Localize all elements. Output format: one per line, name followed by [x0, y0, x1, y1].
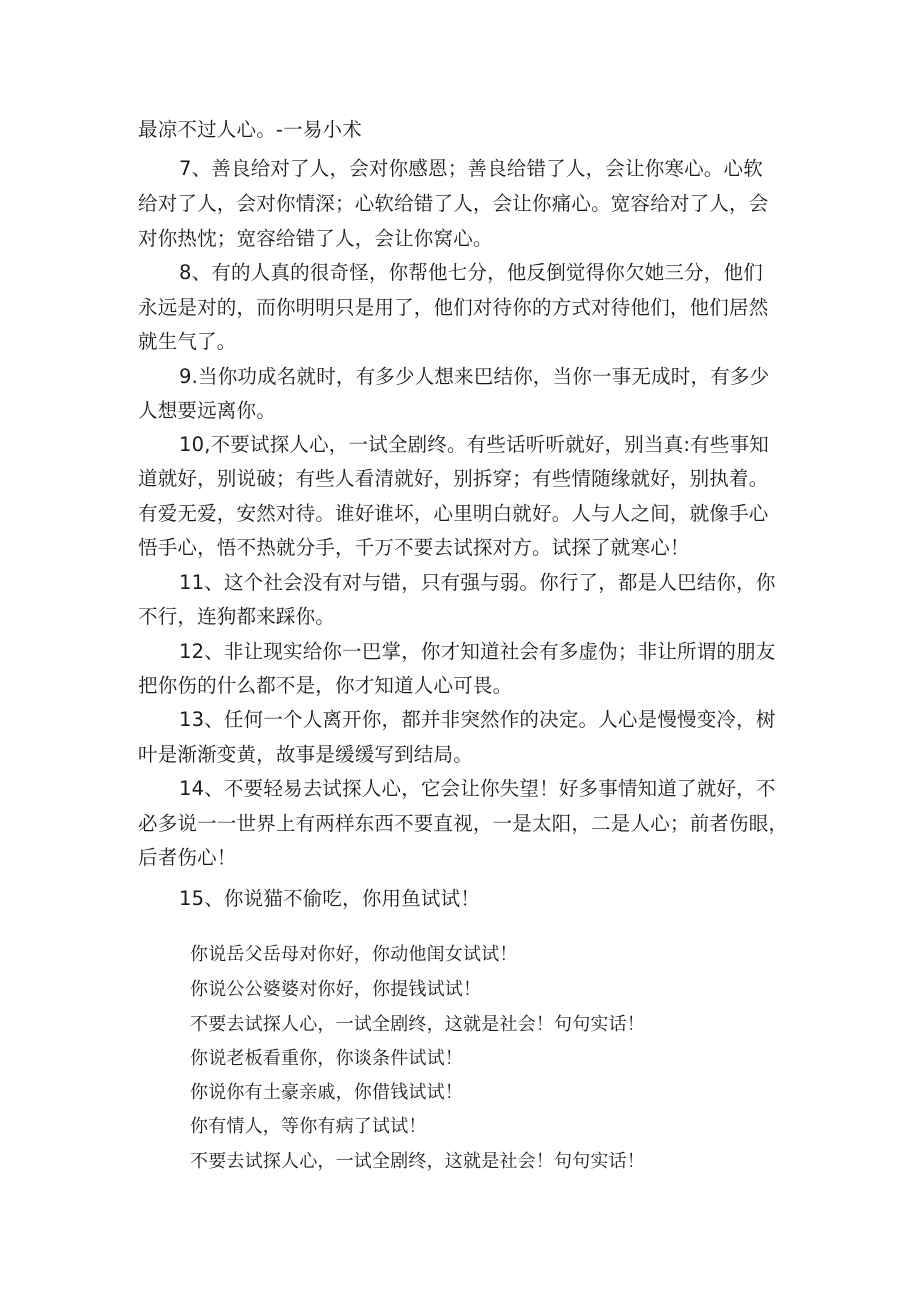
text-line: 11、这个社会没有对与错，只有强与弱。你行了，都是人巴结你，你	[179, 571, 776, 594]
text-line: 后者伤心！	[138, 846, 237, 869]
text-line: 15、你说猫不偷吃，你用鱼试试！	[179, 887, 481, 910]
text-line: 你说你有土豪亲戚，你借钱试试！	[190, 1082, 463, 1103]
text-line: 你说岳父岳母对你好，你动他闺女试试！	[190, 944, 518, 965]
text-line: 不行，连狗都来踩你。	[138, 605, 336, 628]
text-line: 最凉不过人心。-一易小术	[138, 118, 362, 141]
text-line: 你说老板看重你，你谈条件试试！	[190, 1048, 463, 1069]
text-line: 12、非让现实给你一巴掌，你才知道社会有多虚伪；非让所谓的朋友	[179, 640, 776, 663]
text-line: 必多说一一世界上有两样东西不要直视，一是太阳，二是人心；前者伤眼，	[138, 812, 789, 835]
text-line: 把你伤的什么都不是，你才知道人心可畏。	[138, 674, 513, 697]
text-line: 叶是渐渐变黄，故事是缓缓写到结局。	[138, 743, 473, 766]
text-line: 14、不要轻易去试探人心，它会让你失望！好多事情知道了就好，不	[179, 777, 776, 800]
text-line: 10,不要试探人心，一试全剧终。有些话听听就好，别当真:有些事知	[179, 433, 769, 456]
text-line: 人想要远离你。	[138, 399, 276, 422]
text-line: 悟手心，悟不热就分手，千万不要去试探对方。试探了就寒心！	[138, 536, 690, 559]
text-line: 你说公公婆婆对你好，你提钱试试！	[190, 979, 482, 1000]
text-line: 给对了人，会对你情深；心软给错了人，会让你痛心。宽容给对了人，会	[138, 192, 769, 215]
text-line: 有爱无爱，安然对待。谁好谁坏，心里明白就好。人与人之间，就像手心	[138, 502, 769, 525]
text-line: 9.当你功成名就时，有多少人想来巴结你，当你一事无成时，有多少	[179, 365, 770, 388]
text-line: 不要去试探人心，一试全剧终，这就是社会！句句实话！	[190, 1151, 645, 1172]
text-line: 13、任何一个人离开你，都并非突然作的决定。人心是慢慢变冷，树	[179, 708, 776, 731]
text-line: 不要去试探人心，一试全剧终，这就是社会！句句实话！	[190, 1014, 645, 1035]
text-line: 永远是对的，而你明明只是用了，他们对待你的方式对待他们，他们居然	[138, 296, 769, 319]
text-line: 道就好，别说破；有些人看清就好，别拆穿；有些情随缘就好，别执着。	[138, 467, 769, 490]
text-line: 你有情人，等你有病了试试！	[190, 1116, 427, 1137]
text-line: 7、善良给对了人，会对你感恩；善良给错了人，会让你寒心。心软	[179, 157, 763, 180]
text-line: 就生气了。	[138, 330, 237, 353]
text-line: 对你热忱；宽容给错了人，会让你窝心。	[138, 227, 493, 250]
text-line: 8、有的人真的很奇怪，你帮他七分，他反倒觉得你欠她三分，他们	[179, 261, 763, 284]
